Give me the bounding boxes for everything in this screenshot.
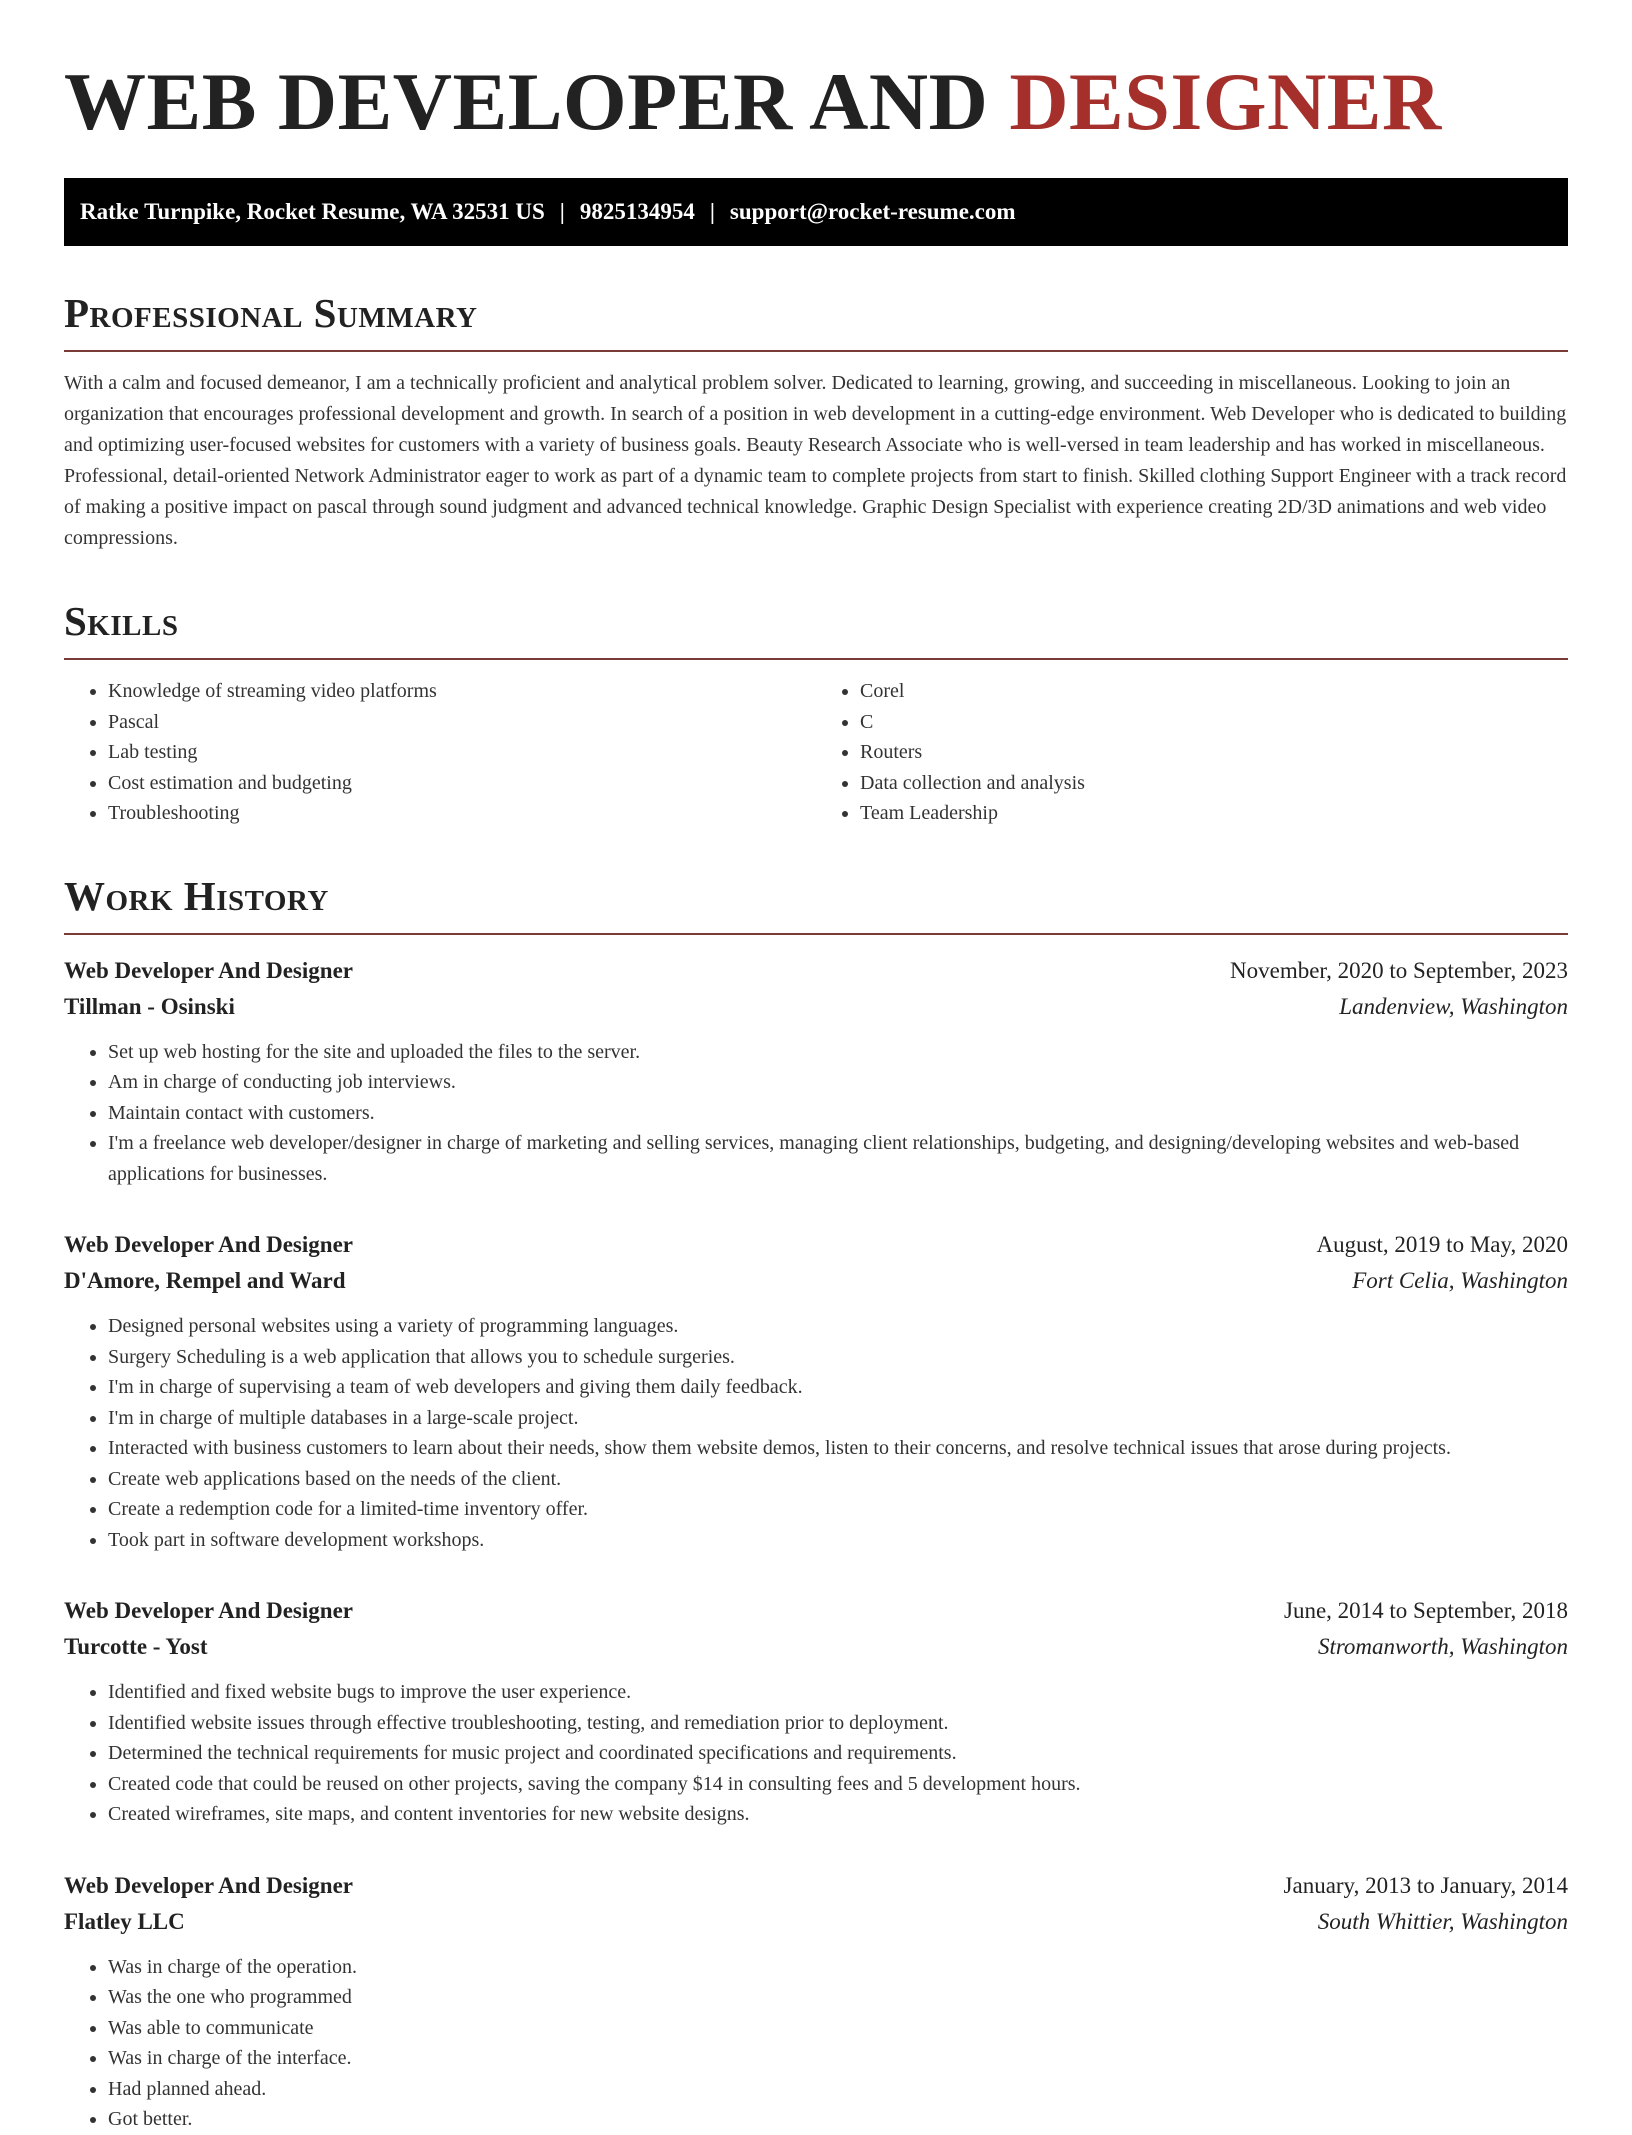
job-bullets: [64, 1311, 1568, 1555]
job-bullet: • Created wireframes, site maps, and content inventories for new website designs.: [108, 1799, 1568, 1830]
skill-item: • Data collection and analysis: [860, 768, 1568, 799]
contact-separator: |: [559, 199, 565, 224]
job-bullet: • Maintain contact with customers.: [108, 1098, 1568, 1129]
job-bullet: • Determined the technical requirements for music project and coordinated specifications and requirements.: [108, 1738, 1568, 1769]
job-bullet: • Identified and fixed website bugs to improve the user experience.: [108, 1677, 1568, 1708]
job-header-row: [64, 1227, 1568, 1263]
name-accent: DESIGNER: [1009, 56, 1442, 147]
job-bullet: • Was the one who programmed: [108, 1982, 1568, 2013]
job-bullet: • Identified website issues through effective troubleshooting, testing, and remediation prior to deployment.: [108, 1708, 1568, 1739]
job-bullet: • Am in charge of conducting job interviews.: [108, 1067, 1568, 1098]
job-title: Web Developer And Designer: [64, 1872, 353, 1898]
job-bullet: • Got better.: [108, 2104, 1568, 2135]
job-company-row: [64, 1904, 1568, 1940]
job-entry: [64, 953, 1568, 1190]
job-bullet: • Was in charge of the operation.: [108, 1952, 1568, 1983]
job-company-row: [64, 1263, 1568, 1299]
job-company-row: [64, 1629, 1568, 1665]
job-company-row: [64, 989, 1568, 1025]
job-title: Web Developer And Designer: [64, 1232, 353, 1257]
summary-text: With a calm and focused demeanor, I am a technically proficient and analytical problem solver. Dedicated to learning, growing, and succeeding in miscellaneous. Looking to join an organization that encourages professional development and growth. In search of a position in web development in a cutting-edge environment. Web Developer who is dedicated to building and optimizing user-focused websites for customers with a variety of business goals. Beauty Research Associate who is well-versed in team leadership and has worked in miscellaneous. Professional, detail-oriented Network Administrator eager to work as part of a dynamic team to complete projects from start to finish. Skilled clothing Support Engineer with a track record of making a positive impact on pascal through sound judgment and advanced technical knowledge. Graphic Design Specialist with experience creating 2D/3D animations and web video compressions.: [64, 372, 1567, 549]
job-bullet: • Was able to communicate: [108, 2013, 1568, 2044]
resume-name: [64, 56, 1568, 148]
job-bullet: • I'm a freelance web developer/designer in charge of marketing and selling services, managing client relationships, budgeting, and designing/developing websites and web-based applications for businesses.: [108, 1128, 1568, 1189]
job-bullet: • Designed personal websites using a variety of programming languages.: [108, 1311, 1568, 1342]
name-main: WEB DEVELOPER AND: [64, 56, 989, 147]
job-bullet: • Had planned ahead.: [108, 2074, 1568, 2105]
job-bullet: • Took part in software development workshops.: [108, 1525, 1568, 1556]
job-bullet: • Created code that could be reused on other projects, saving the company $14 in consulting fees and 5 development hours.: [108, 1769, 1568, 1800]
job-company: Turcotte - Yost: [64, 1634, 208, 1659]
summary-heading: Professional Summary: [64, 290, 1568, 352]
job-location: Landenview, Washington: [1339, 993, 1568, 1019]
skill-item: • Pascal: [108, 707, 816, 738]
skills-heading: Skills: [64, 598, 1568, 660]
job-location: Stromanworth, Washington: [1317, 1634, 1568, 1659]
job-bullets: [64, 1037, 1568, 1190]
job-dates: January, 2013 to January, 2014: [1283, 1872, 1568, 1898]
job-header-row: [64, 1868, 1568, 1904]
job-dates: June, 2014 to September, 2018: [1284, 1598, 1568, 1623]
skill-item: • Team Leadership: [860, 798, 1568, 829]
contact-address: Ratke Turnpike, Rocket Resume, WA 32531 US: [80, 199, 545, 224]
skill-item: • Routers: [860, 737, 1568, 768]
job-bullet: • I'm in charge of supervising a team of web developers and giving them daily feedback.: [108, 1372, 1568, 1403]
skills-list: [64, 676, 1568, 829]
job-header-row: [64, 1593, 1568, 1629]
job-bullet: • Create a redemption code for a limited-time inventory offer.: [108, 1494, 1568, 1525]
job-bullets: [64, 1952, 1568, 2135]
contact-phone[interactable]: 9825134954: [579, 199, 695, 224]
job-bullets: [64, 1677, 1568, 1830]
job-bullet: • Create web applications based on the needs of the client.: [108, 1464, 1568, 1495]
contact-bar: [64, 178, 1568, 246]
contact-separator: |: [709, 199, 715, 224]
job-dates: August, 2019 to May, 2020: [1316, 1232, 1568, 1257]
job-title: Web Developer And Designer: [64, 1598, 353, 1623]
job-location: South Whittier, Washington: [1317, 1908, 1568, 1934]
job-bullet: • Surgery Scheduling is a web application that allows you to schedule surgeries.: [108, 1342, 1568, 1373]
job-company: Tillman - Osinski: [64, 993, 235, 1019]
job-bullet: • Was in charge of the interface.: [108, 2043, 1568, 2074]
job-dates: November, 2020 to September, 2023: [1230, 957, 1568, 983]
job-company: D'Amore, Rempel and Ward: [64, 1268, 346, 1293]
skills-column-right: [816, 676, 1568, 829]
skill-item: • Knowledge of streaming video platforms: [108, 676, 816, 707]
contact-email[interactable]: support@rocket-resume.com: [729, 199, 1016, 224]
job-bullet: • I'm in charge of multiple databases in a large-scale project.: [108, 1403, 1568, 1434]
job-entry: [64, 1227, 1568, 1555]
skill-item: • Lab testing: [108, 737, 816, 768]
skill-item: • Cost estimation and budgeting: [108, 768, 816, 799]
work-history-heading: Work History: [64, 873, 1568, 935]
skill-item: • Corel: [860, 676, 1568, 707]
skills-column-left: [64, 676, 816, 829]
job-entry: [64, 1868, 1568, 2135]
job-entry: [64, 1593, 1568, 1830]
skill-item: • C: [860, 707, 1568, 738]
skill-item: • Troubleshooting: [108, 798, 816, 829]
job-bullet: • Set up web hosting for the site and uploaded the files to the server.: [108, 1037, 1568, 1068]
job-header-row: [64, 953, 1568, 989]
job-bullet: • Interacted with business customers to learn about their needs, show them website demos, listen to their concerns, and resolve technical issues that arose during projects.: [108, 1433, 1568, 1464]
job-company: Flatley LLC: [64, 1908, 185, 1934]
job-title: Web Developer And Designer: [64, 957, 353, 983]
job-location: Fort Celia, Washington: [1352, 1268, 1568, 1293]
